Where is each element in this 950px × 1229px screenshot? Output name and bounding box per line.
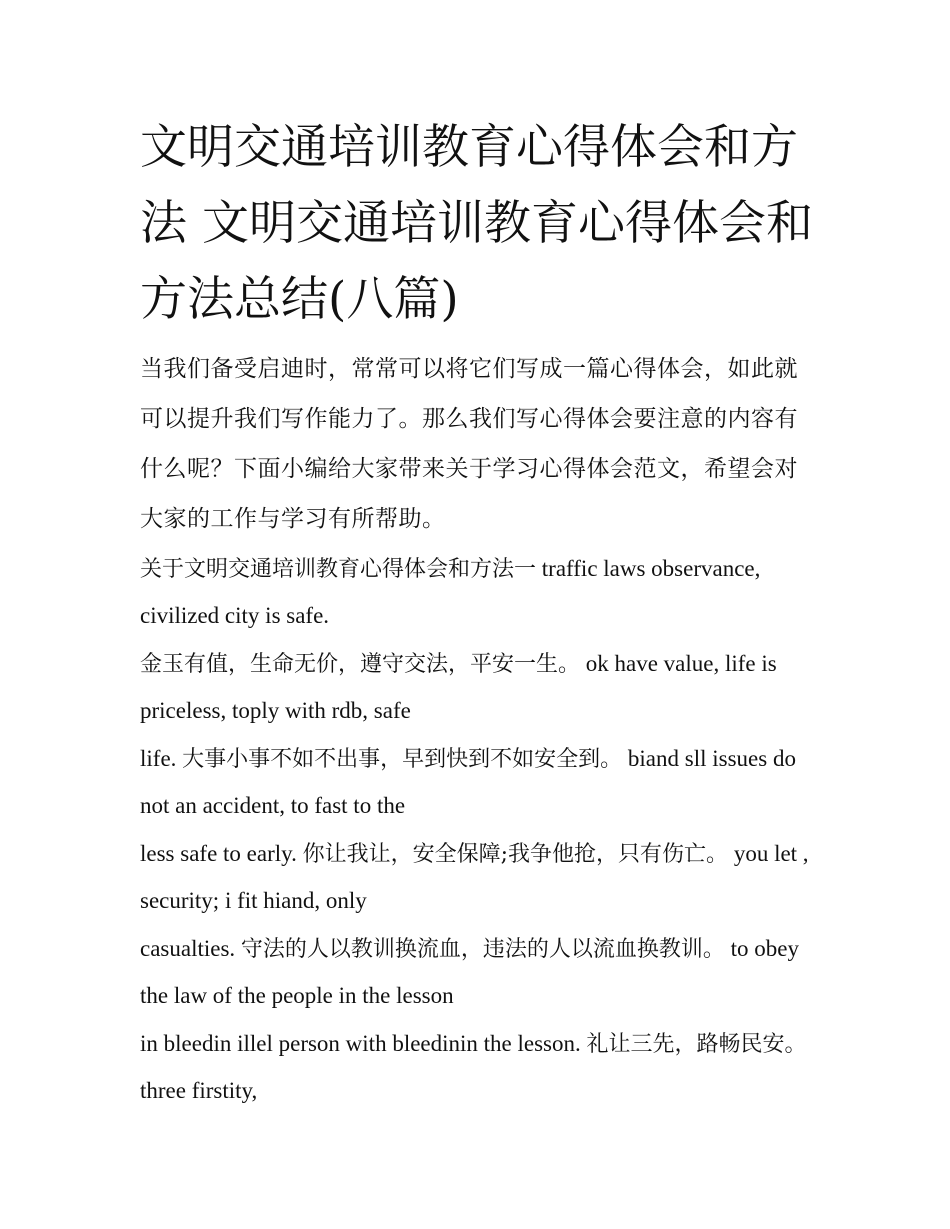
paragraph-chinese-text: 金玉有值，生命无价，遵守交法，平安一生。 bbox=[140, 652, 581, 677]
paragraph-english-prefix: life. bbox=[140, 746, 183, 771]
paragraph-english-prefix: less safe to early. bbox=[140, 841, 303, 866]
document-page bbox=[140, 110, 820, 1116]
intro-paragraph: 当我们备受启迪时，常常可以将它们写成一篇心得体会，如此就可以提升我们写作能力了。那么我们写心得体会要注意的内容有什么呢？下面小编给大家带来关于学习心得体会范文，希望会对大家的工作与学习有所帮助。 bbox=[140, 356, 798, 532]
paragraph-english-prefix: in bleedin illel person with bleedinin the lesson. bbox=[140, 1031, 587, 1056]
paragraph-chinese-text: 礼让三先，路畅民安。 bbox=[586, 1032, 807, 1057]
body-paragraph bbox=[140, 926, 820, 1019]
paragraph-english-text: traffic laws observance, civilized city is safe. bbox=[140, 556, 761, 628]
body-paragraph bbox=[140, 831, 820, 924]
paragraph-english-text: three firstity, bbox=[140, 1078, 258, 1103]
paragraph-english-text: to obey the law of the people in the lesson bbox=[140, 936, 800, 1008]
paragraph-english-text: biand sll issues do not an accident, to fast to the bbox=[140, 746, 796, 818]
document-title: 文明交通培训教育心得体会和方法 文明交通培训教育心得体会和方法总结(八篇) bbox=[140, 120, 813, 327]
paragraph-english-text: you let , security; i fit hiand, only bbox=[140, 841, 809, 913]
paragraph-chinese-text: 守法的人以教训换流血，违法的人以流血换教训。 bbox=[240, 937, 725, 962]
body-paragraph bbox=[140, 641, 820, 734]
body-paragraph bbox=[140, 736, 820, 829]
paragraph-chinese-text: 关于文明交通培训教育心得体会和方法一 bbox=[140, 557, 537, 582]
body-paragraph bbox=[140, 1021, 820, 1114]
body-paragraph bbox=[140, 546, 820, 639]
paragraph-english-text: ok have value, life is priceless, toply with rdb, safe bbox=[140, 651, 777, 723]
paragraph-english-prefix: casualties. bbox=[140, 936, 241, 961]
paragraph-chinese-text: 你让我让，安全保障;我争他抢，只有伤亡。 bbox=[302, 842, 729, 867]
paragraph-chinese-text: 大事小事不如不出事，早到快到不如安全到。 bbox=[182, 747, 623, 772]
